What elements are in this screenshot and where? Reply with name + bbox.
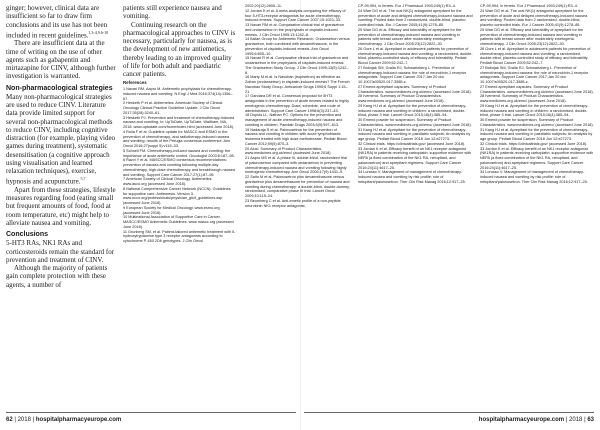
reference-entry: 30 Emend powder for suspension. Summary of Product Characteristics. www.medicines.org.uk/emc/ (accessed June 2018). bbox=[358, 118, 472, 127]
reference-entry: 8 National Comprehensive Cancer Network (NCCN). Guidelines for supportive care. Antiemesis. Version 3. www.nccn.org/professionals/physician_gls/f_guidelines.asp (accessed June 2018). bbox=[123, 186, 231, 205]
paragraph-text: patients still experience nausea and vomiting. bbox=[123, 4, 222, 21]
reference-entry: 11 Grunberg SM, et al. Patient-tailored antiemetic treatment with 5-hydroxytryptamine type 3 receptor antagonists according to cytochrome P-450 2D6 genotypes. J Clin Oncol bbox=[123, 229, 236, 243]
reference-entry: 6 Razvi Y et al. MASCC/ESMO consensus recommendations: prevention of nausea and vomiting following multiple-day chemotherapy, high-dose chemotherapy and breakthrough nausea and vomiting. Support Care Cancer 2017;27(1):87–95. bbox=[123, 158, 236, 177]
left-page-footer bbox=[6, 412, 296, 427]
reference-entry: 19 Nadaraja S et al. Palonosetron for the prevention of nausea and vomiting in children with acute lymphoblastic leukemia treated with high dose methotrexate. Pediatr Blood Cancer 2012;59(5):870–3. bbox=[245, 127, 347, 146]
body-paragraph bbox=[6, 93, 116, 186]
references-list-part-4 bbox=[480, 4, 594, 185]
paragraph-text: ginger; however, clinical data are insufficient so far to draw firm conclusions and its use has not been included in recent guidelines. bbox=[6, 4, 108, 40]
body-paragraph bbox=[6, 4, 116, 39]
reference-entry: 5 Schnell FM. Chemotherapy-induced nausea and vomiting: the importance of acute antiemetic control. Oncologist 2003;8:187–98. bbox=[123, 148, 235, 158]
reference-entry: 15 Navari R et al. Comparative clinical trial of granisetron and ondansetron in the prophylaxis of cisplatin-induced emesis. The Granisetron Study Group. J Clin Oncol 1995;13(5):1242–8. bbox=[245, 56, 349, 75]
reference-entry: 28 Ivemend. Summary of Product Characteristics. www.medicines.org.uk/emc/ (accessed June 2018). bbox=[480, 94, 567, 103]
paragraph-text: Many non-pharmacological strategies are used to reduce CINV. Literature data provide limited support for several non-pharmacological methods to reduce CINV, including cognitive distraction (for example, playing video games during treatment), systematic desensitisation (a cognitive approach using visualisation and learned relaxation techniques), exercise, hypnosis and acupuncture. bbox=[6, 92, 116, 186]
reference-entry: 10 Multinational Association of Supportive Care in Cancer. MASCC/ESMO Antiemetic Guidelines. www.mascc.org (accessed June 2018). bbox=[123, 215, 234, 229]
paragraph-text: Continuing research on the pharmacological approaches to CINV is necessary, particularly for nausea, as is the development of new antiemetics, thereby leading to an improved quality of life for both adult and paediatric cancer patients. bbox=[123, 20, 236, 78]
body-paragraph bbox=[6, 39, 116, 80]
references-heading: References bbox=[123, 80, 147, 86]
body-paragraph bbox=[6, 186, 116, 227]
reference-entry: 24 Warr DG et al. The oral NK(1) antagonist aprepitant for the prevention of acute and delayed chemotherapy-induced nausea and vomiting: Pooled data from 2 randomized, double-blind, placebo controlled trials. Eur J Cancer 2005;41(9):1278–85. bbox=[358, 8, 473, 27]
paragraph-text: Apart from these strategies, lifestyle measures regarding food (eating small but frequent amounts of food, food at room temperature, etc) might help to alleviate nausea and vomiting. bbox=[6, 185, 116, 227]
footer-separator: | bbox=[32, 417, 36, 423]
reference-entry: 25 Warr DG et al. Efficacy and tolerability of aprepitant for the prevention of chemotherapy-induced nausea and vomiting in patients with breast cancer after moderately emetogenic chemotherapy. J Clin Oncol 2005;23(12):2822–30. bbox=[480, 27, 584, 46]
paragraph-text: 5-HT3 RAs, NK1 RAs and corticosteroids remain the standard for prevention and treatment of CINV. bbox=[6, 239, 115, 264]
reference-entry: 3 Hesketh PJ. Prevention and treatment of chemotherapy-induced nausea and vomiting. In: UpToDate, UpToDate, Waltham, MA, 2018. www.uptodate.com/home/index.html (accessed June 2018). bbox=[123, 115, 235, 129]
reference-entry: 27 Emend aprepitant capsules. Summary of Product Characteristics. www.medicines.org.uk/emc/ (accessed June 2018). bbox=[480, 84, 594, 94]
references-list-part-2 bbox=[245, 4, 350, 208]
reference-entry: 31 Kang HJ et al. Aprepitant for the prevention of chemotherapy-induced nausea and vomiting in paediatric subjects: An analysis by age group. Pediatr Blood Cancer 2018 Jun 12:e27273. bbox=[480, 127, 593, 141]
reference-entry: 23 Beumberg C et al. Anti-emetic profile of a non-peptide neurokinin NK1 receptor antagonist, bbox=[245, 198, 341, 208]
reference-entry: 9 European Society for Medical Oncology. www.esmo.org (accessed June 2018). bbox=[123, 205, 220, 215]
reference-entry: 18 Dupuis LL, Nathan PC. Options for the prevention and management of acute chemotherapy-induced nausea and vomiting in children. Paediatr Drugs 2003;5(9):597–613. bbox=[245, 113, 343, 127]
reference-entry: 33 Jordan K et al. Efficacy benefit of an NK1 receptor antagonist (NK1RA) in patients receiving carboplatin: supportive evidence with NEPA (a fixed combination of the NK1 RA, netupitant, and palonosetron) and aprepitant regimens. Support Care Cancer 2016;24(11):4617–25. bbox=[480, 146, 594, 170]
reference-entry: 2 Hesketh P et al. Antiemetics: American Society of Clinical Oncology Clinical Practice Guideline Update. J Clin Oncol 2017;35(28):3240–61. bbox=[123, 101, 223, 115]
reference-entry: 34 Lorusso V. Management of management of chemotherapy-induced nausea and vomiting by risk profile: role of netupitant/palonosetron. Ther Clin Risk Manag 2016;12:917–25. bbox=[480, 170, 588, 184]
reference-entry: CP-99,994, in ferrets. Eur J Pharmacol 1993;249(1):R3–4. bbox=[480, 4, 578, 8]
left-footer-year: 2018 bbox=[17, 417, 31, 423]
citation-superscript: 1,3-4,9,6-10 bbox=[88, 29, 109, 35]
reference-entry: 13 Navari RM et al. Comparative clinical trial of granisetron and ondansetron in the prophylaxis of cisplatin-induced emesis. J Clin Oncol 1995;13:1242–8. bbox=[245, 23, 344, 37]
paragraph-text: Non-pharmacological strategies bbox=[6, 84, 113, 92]
body-paragraph bbox=[123, 4, 236, 21]
section-heading bbox=[6, 231, 116, 239]
reference-entry: 28 Ivemend. Summary of Product Characteristics. www.medicines.org.uk/emc/ (accessed June 2018). bbox=[358, 94, 445, 103]
reference-entry: 22 Saito M et al. Palonosetron plus dexamethasone versus granisetron plus dexamethasone for prevention of nausea and vomiting during chemotherapy: a double-blind, double-dummy, randomised, comparative phase III trial. Lancet Oncol 2009;10:115–24. bbox=[245, 175, 350, 198]
reference-entry: 27 Bošnjak SM, Gralla RJ, Schwartzberg L. Prevention of chemotherapy-induced nausea: the role of neurokinin-1 receptor antagonists. Support Care Cancer 2017;Jan 20 doi: 10.1007/s00520-017-3585-z. bbox=[358, 65, 467, 84]
left-footer-site[interactable]: hospitalpharmacyeurope.com bbox=[35, 417, 122, 423]
reference-entry: 25 Warr DG et al. Efficacy and tolerability of aprepitant for the prevention of chemotherapy-induced nausea and vomiting in patients with breast cancer after moderately emetogenic chemotherapy. J Clin Oncol 2005;23(12):2822–30. bbox=[358, 27, 462, 46]
paragraph-text: There are insufficient data at the time of writing on the use of other agents such as gabapentin and mirtazapine for CINV, although further investigation is warranted. bbox=[6, 39, 116, 81]
reference-entry: 4 Roila F et al. Guideline update for MASCC and ESMO in the prevention of chemotherapy- and radiotherapy-induced nausea and vomiting: results of the Perugia consensus conference. Ann Oncol 2016;27(suppl 5):v119–33. bbox=[123, 129, 231, 148]
reference-entry: 32 Clinical trials. https://clinicaltrials.gov/ (accessed June 2018). bbox=[480, 141, 588, 146]
reference-entry: 17 Gandara DR et al. Consensus proposal for 5HT3 antagonists in the prevention of acute emesis related to highly emetogenic chemotherapy. Dose, schedule, and route of administration. Support Care Cancer 1998;6(3):237–43. bbox=[245, 94, 350, 113]
reference-entry: 34 Lorusso V. Management of management of chemotherapy-induced nausea and vomiting by risk profile: role of netupitant/palonosetron. Ther Clin Risk Manag 2016;12:917–25. bbox=[358, 170, 466, 184]
paragraph-text: Although the majority of patients gain complete protection with these agents, a number of bbox=[6, 264, 108, 289]
reference-entry: 26 Gore L et al. Aprepitant in adolescent patients for prevention of chemotherapy-induced nausea and vomiting: a randomized, double-blind, placebo-controlled study of efficacy and tolerability. Pediatr Blood Cancer 2009;52:242–7. bbox=[358, 46, 473, 65]
reference-entry: 16 Marty M et al. Is Navoban (tropisetron) as effective as Zofran (ondansetron) in cisplatin-induced emesis? The French Navoban Study Group. Anticancer Drugs 1995;6 Suppl 1:15–21. bbox=[245, 75, 350, 94]
references-list-part-3 bbox=[358, 4, 473, 185]
reference-entry: 29 Kang HJ et al. Aprepitant for the prevention of chemotherapy-induced nausea and vomiting in children: a randomised, double-blind, phase 3 trial. Lancet Oncol 2015;16(4):385–94. bbox=[480, 103, 589, 118]
reference-entry: 21 Aapro MS et al. A phase III, double-blind, randomized trial of palonosetron compared with ondansetron in preventing chemotherapy-induced nausea and vomiting following highly emetogenic chemotherapy. Ann Oncol 2006;17(9):1441–9. bbox=[245, 156, 347, 175]
reference-entry: 30 Emend powder for suspension. Summary of Product Characteristics. www.medicines.org.uk/emc/ (accessed June 2018). bbox=[480, 118, 594, 127]
left-page-column-1 bbox=[6, 4, 116, 289]
footer-separator: | bbox=[584, 417, 588, 423]
reference-entry: 26 Gore L et al. Aprepitant in adolescent patients for prevention of chemotherapy-induced nausea and vomiting: a randomized, double-blind, placebo-controlled study of efficacy and tolerability. Pediatr Blood Cancer 2009;52:242–7. bbox=[480, 46, 591, 65]
reference-entry: 20 Aloxi. Summary of Product Characteristics. www.medicines.org.uk/emc/ (accessed June 2018). bbox=[245, 146, 332, 156]
citation-superscript: 5,7 bbox=[80, 176, 86, 182]
reference-entry: 24 Warr DG et al. The oral NK(1) antagonist aprepitant for the prevention of acute and delayed chemotherapy-induced nausea and vomiting: Pooled data from 2 randomized, double-blind, placebo controlled trials. Eur J Cancer 2005;41(9):1278–85. bbox=[480, 8, 588, 27]
left-page-column-2 bbox=[123, 4, 236, 244]
footer-separator: | bbox=[565, 417, 570, 423]
body-paragraph bbox=[6, 264, 116, 289]
body-paragraph bbox=[6, 239, 116, 264]
paragraph-text: Conclusions bbox=[6, 231, 49, 239]
right-page-footer bbox=[304, 412, 594, 427]
reference-entry: 33 Jordan K et al. Efficacy benefit of an NK1 receptor antagonist (NK1RA) in patients receiving carboplatin: supportive evidence with NEPA (a fixed combination of the NK1 RA, netupitant, and palonosetron) and aprepitant regimens. Support Care Cancer 2016;24(11):4617–25. bbox=[358, 146, 472, 170]
references-list-part-1 bbox=[123, 81, 236, 244]
body-paragraph bbox=[123, 21, 236, 79]
reference-entry: 14 Italian Group for Antiemetic Research. Ondansetron versus granisetron, both combined with dexamethasone, in the prevention of cisplatin-induced emesis. Ann Oncol 1995;6:805–10. bbox=[245, 37, 350, 56]
reference-entry: 32 Clinical trials. https://clinicaltrials.gov/ (accessed June 2018). bbox=[358, 141, 466, 146]
right-page-number: 63 bbox=[587, 417, 594, 423]
reference-entry: 1 Navari RM, Aapro M. Antiemetic prophylaxis for chemotherapy-induced nausea and vomiting. N Engl J Med 2016;374(14):1356–67. bbox=[123, 87, 233, 101]
conclusion-continued bbox=[123, 4, 236, 78]
reference-entry: 29 Kang HJ et al. Aprepitant for the prevention of chemotherapy-induced nausea and vomiting in children: a randomised, double-blind, phase 3 trial. Lancet Oncol 2015;16(4):385–94. bbox=[358, 103, 467, 118]
reference-entry: CP-99,994, in ferrets. Eur J Pharmacol 1993;249(1):R3–4. bbox=[358, 4, 456, 8]
reference-entry: 31 Kang HJ et al. Aprepitant for the prevention of chemotherapy-induced nausea and vomiting in paediatric subjects: An analysis by age group. Pediatr Blood Cancer 2018 Jun 12:e27273. bbox=[358, 127, 471, 141]
section-heading bbox=[6, 85, 116, 93]
right-footer-year: 2018 bbox=[569, 417, 583, 423]
reference-entry: 7 American Society of Clinical Oncology. Antiemetics. www.asco.org (accessed June 2018). bbox=[123, 177, 213, 186]
reference-entry: 12 Jordan K et al. A meta-analysis comparing the efficacy of four 5-HT3-receptor antagonists for acute chemotherapy-induced emesis. Support Care Cancer 2007;15:1023–33. bbox=[245, 8, 346, 23]
left-page-number: 62 bbox=[6, 417, 13, 423]
reference-entry: 2002;20(12):2805–11. bbox=[245, 4, 283, 8]
reference-entry: 27 Emend aprepitant capsules. Summary of Product Characteristics. www.medicines.org.uk/emc/ (accessed June 2018). bbox=[358, 84, 472, 94]
footer-separator: | bbox=[14, 417, 18, 423]
reference-entry: 27 Bošnjak SM, Gralla RJ, Schwartzberg L. Prevention of chemotherapy-induced nausea: the role of neurokinin-1 receptor antagonists. Support Care Cancer 2017;Jan 20 doi: 10.1007/s00520-017-3585-z. bbox=[480, 65, 589, 84]
right-footer-site[interactable]: hospitalpharmacyeurope.com bbox=[478, 417, 565, 423]
